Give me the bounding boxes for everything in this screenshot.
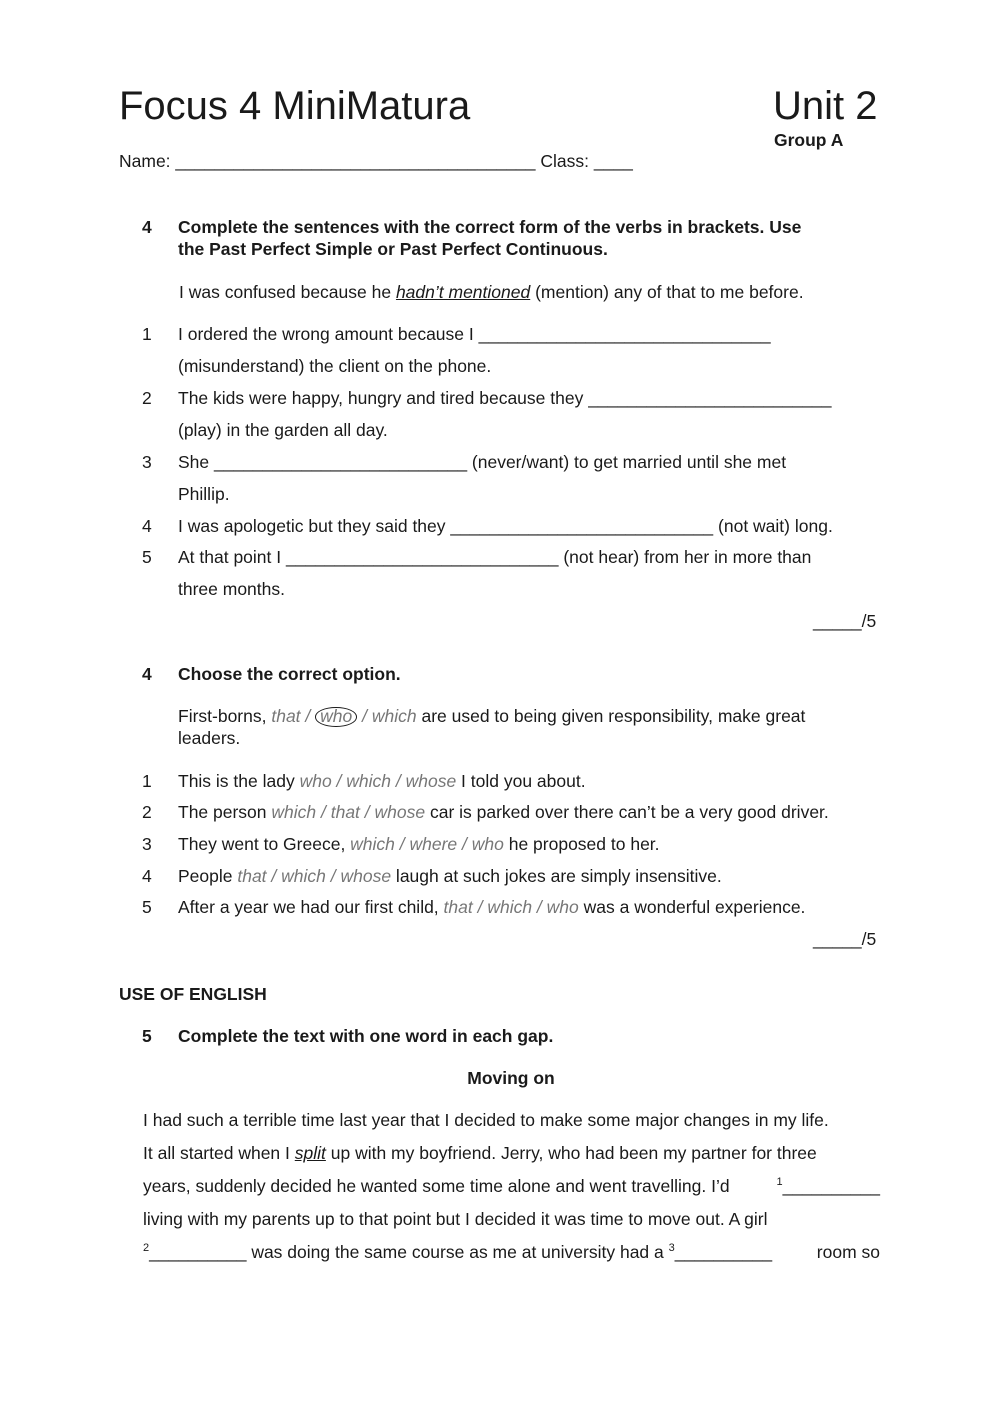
paragraph-line: I had such a terrible time last year that I decided to make some major changes in my life. [143, 1110, 829, 1130]
exercise-number: 4 [142, 217, 152, 237]
paragraph-line: $^2$__________ was doing the same course as me at university had a $^3$__________ room so [143, 1242, 880, 1262]
example-word: split [294, 1143, 326, 1163]
option-choices[interactable]: who / which / whose [299, 771, 457, 791]
circled-answer: who [315, 707, 357, 727]
paragraph-line: living with my parents up to that point but I decided it was time to move out. A girl [143, 1209, 768, 1229]
gap-sentence-cont: (play) in the garden all day. [178, 420, 388, 440]
gap-sentence[interactable]: I ordered the wrong amount because I ______________________________ [178, 324, 771, 344]
choice-sentence: This is the lady who / which / whose I told you about. [178, 771, 586, 791]
option-choices[interactable]: that / which / who [443, 897, 579, 917]
example-sentence: I was confused because he hadn’t mentioned (mention) any of that to me before. [179, 282, 804, 302]
gap-3[interactable]: $^3$__________ [668, 1242, 773, 1262]
exercise-instruction: Complete the sentences with the correct form of the verbs in brackets. Use [178, 217, 802, 237]
item-number: 5 [142, 547, 152, 567]
paragraph-line: years, suddenly decided he wanted some time alone and went travelling. I’d $^1$__________ [143, 1176, 880, 1196]
gap-sentence[interactable]: The kids were happy, hungry and tired because they _________________________ [178, 388, 832, 408]
item-number: 3 [142, 834, 152, 854]
gap-2[interactable]: $^2$__________ [143, 1242, 247, 1262]
choice-sentence: People that / which / whose laugh at such jokes are simply insensitive. [178, 866, 722, 886]
gap-1[interactable]: $^1$__________ [776, 1176, 880, 1196]
exercise-instruction: Choose the correct option. [178, 664, 401, 684]
score-box: _____/5 [813, 929, 877, 949]
choice-sentence: They went to Greece, which / where / who he proposed to her. [178, 834, 660, 854]
choice-sentence: The person which / that / whose car is parked over there can’t be a very good driver. [178, 802, 829, 822]
option-choices[interactable]: that / which / whose [237, 866, 392, 886]
gap-sentence[interactable]: I was apologetic but they said they ___________________________ (not wait) long. [178, 516, 833, 536]
example-sentence-cont: leaders. [178, 728, 241, 748]
score-box: _____/5 [813, 611, 877, 631]
class-label: Class: ____ [540, 151, 633, 171]
item-number: 1 [142, 324, 152, 344]
choice-sentence: After a year we had our first child, that / which / who was a wonderful experience. [178, 897, 806, 917]
example-sentence: First-borns, that / who / which are used to being given responsibility, make great [178, 706, 806, 726]
item-number: 5 [142, 897, 152, 917]
gap-sentence-cont: (misunderstand) the client on the phone. [178, 356, 492, 376]
exercise-number: 4 [142, 664, 152, 684]
exercise-instruction: Complete the text with one word in each gap. [178, 1026, 554, 1046]
name-label: Name: _____________________________________ [119, 151, 536, 171]
option-choices[interactable]: which / that / whose [271, 802, 426, 822]
section-heading: USE OF ENGLISH [119, 984, 267, 1004]
gap-sentence[interactable]: At that point I ____________________________ (not hear) from her in more than [178, 547, 812, 567]
item-number: 4 [142, 516, 152, 536]
gap-sentence[interactable]: She __________________________ (never/want) to get married until she met [178, 452, 787, 472]
option-choices[interactable]: which / where / who [350, 834, 504, 854]
unit-label: Unit 2 [773, 84, 878, 128]
exercise-number: 5 [142, 1026, 152, 1046]
item-number: 2 [142, 388, 152, 408]
page-title: Focus 4 MiniMatura [119, 84, 471, 128]
item-number: 2 [142, 802, 152, 822]
gap-sentence-cont: three months. [178, 579, 285, 599]
gap-sentence-cont: Phillip. [178, 484, 230, 504]
item-number: 1 [142, 771, 152, 791]
paragraph-line: It all started when I split up with my boyfriend. Jerry, who had been my partner for three [143, 1143, 817, 1163]
example-answer: hadn’t mentioned [395, 282, 531, 302]
name-field[interactable] [119, 151, 633, 173]
item-number: 3 [142, 452, 152, 472]
text-title: Moving on [467, 1068, 555, 1088]
group-label: Group A [774, 130, 844, 150]
exercise-instruction: the Past Perfect Simple or Past Perfect Continuous. [178, 239, 608, 259]
item-number: 4 [142, 866, 152, 886]
